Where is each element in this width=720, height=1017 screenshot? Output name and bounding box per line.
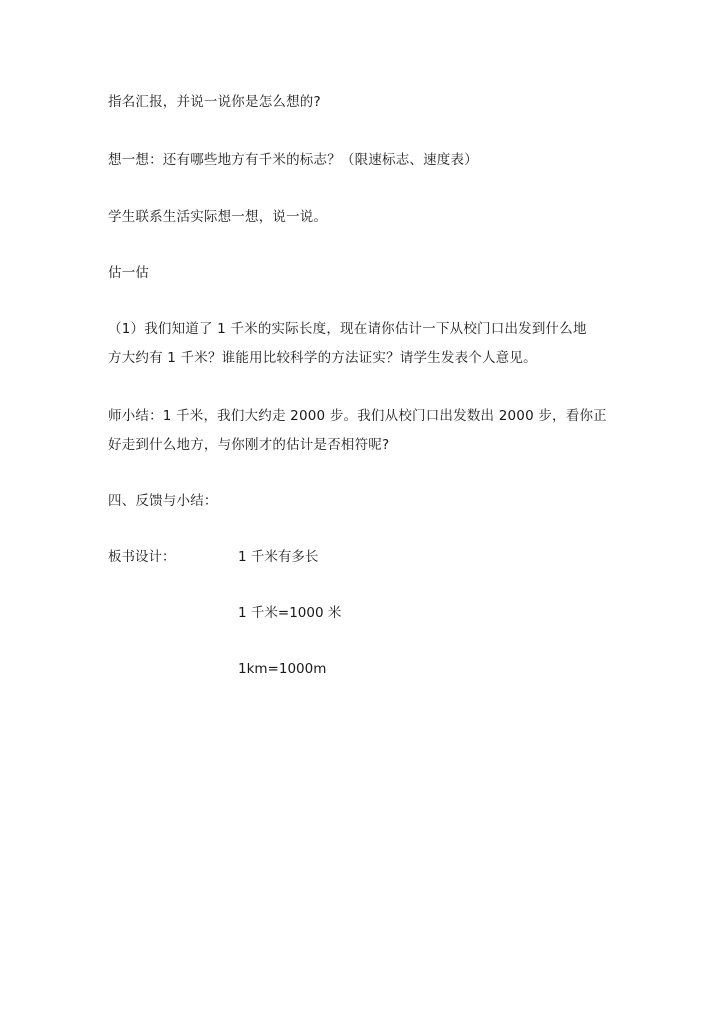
paragraph-estimate-line-2: 方大约有 1 千米？谁能用比较科学的方法证实？请学生发表个人意见。 [108, 350, 537, 366]
section-heading-estimate: 估一估 [108, 265, 150, 281]
paragraph-report: 指名汇报，并说一说你是怎么想的? [108, 94, 321, 110]
board-design-label: 板书设计： [108, 549, 176, 565]
board-equation-chinese: 1 千米=1000 米 [238, 605, 342, 621]
paragraph-estimate-line-1: （1）我们知道了 1 千米的实际长度，现在请你估计一下从校门口出发到什么地 [108, 321, 587, 337]
paragraph-students-think: 学生联系生活实际想一想，说一说。 [108, 209, 328, 225]
section-heading-feedback: 四、反馈与小结： [108, 493, 218, 509]
board-title: 1 千米有多长 [238, 549, 319, 565]
paragraph-summary-line-2: 好走到什么地方，与你刚才的估计是否相符呢? [108, 437, 390, 453]
board-equation-units: 1km=1000m [238, 661, 327, 677]
paragraph-think: 想一想：还有哪些地方有千米的标志？（限速标志、速度表） [108, 152, 478, 168]
paragraph-summary-line-1: 师小结：1 千米，我们大约走 2000 步。我们从校门口出发数出 2000 步，看你正 [108, 408, 607, 424]
